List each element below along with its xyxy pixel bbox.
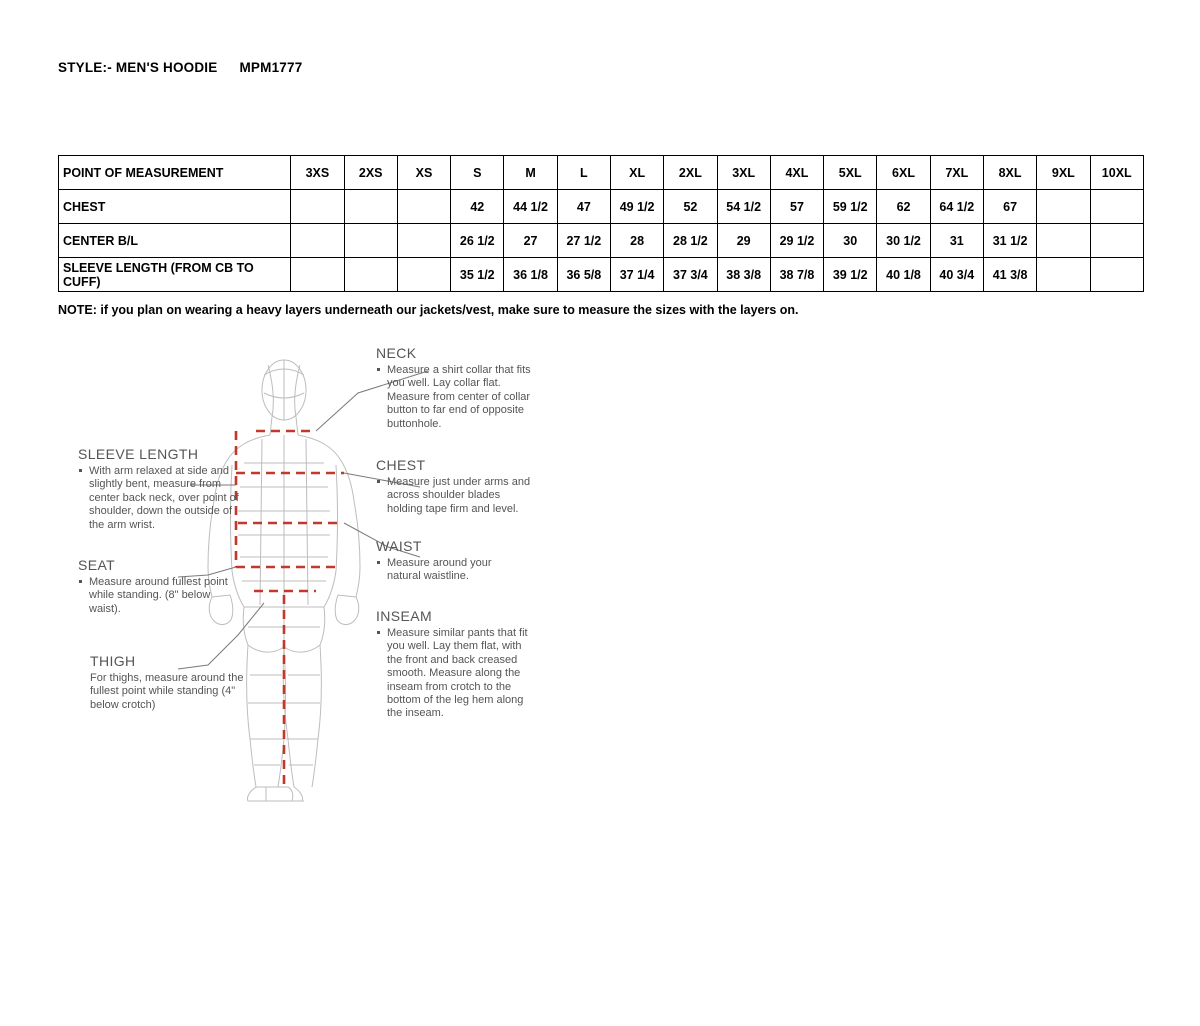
cell: 62 bbox=[877, 190, 930, 224]
style-label: STYLE:- MEN'S HOODIE bbox=[58, 60, 218, 75]
cell: 57 bbox=[770, 190, 823, 224]
cell: 36 5/8 bbox=[557, 258, 610, 292]
cell: 64 1/2 bbox=[930, 190, 983, 224]
cell: 27 bbox=[504, 224, 557, 258]
callout-neck bbox=[376, 345, 536, 431]
cell bbox=[397, 224, 450, 258]
cell: 31 bbox=[930, 224, 983, 258]
cell: 26 1/2 bbox=[451, 224, 504, 258]
column-header-2xs: 2XS bbox=[344, 156, 397, 190]
cell: 30 1/2 bbox=[877, 224, 930, 258]
column-header-2xl: 2XL bbox=[664, 156, 717, 190]
cell: 37 1/4 bbox=[610, 258, 663, 292]
cell: 47 bbox=[557, 190, 610, 224]
cell: 36 1/8 bbox=[504, 258, 557, 292]
cell: 29 1/2 bbox=[770, 224, 823, 258]
column-header-5xl: 5XL bbox=[824, 156, 877, 190]
callout-seat bbox=[78, 557, 228, 616]
column-header-3xs: 3XS bbox=[291, 156, 344, 190]
callout-inseam-title: INSEAM bbox=[376, 608, 433, 624]
cell: 38 7/8 bbox=[770, 258, 823, 292]
callout-chest-title: CHEST bbox=[376, 457, 426, 473]
cell bbox=[344, 224, 397, 258]
column-header-6xl: 6XL bbox=[877, 156, 930, 190]
measurement-diagram bbox=[58, 335, 658, 805]
cell: 67 bbox=[983, 190, 1036, 224]
cell: 42 bbox=[451, 190, 504, 224]
callout-inseam bbox=[376, 608, 536, 721]
cell: 41 3/8 bbox=[983, 258, 1036, 292]
cell: 31 1/2 bbox=[983, 224, 1036, 258]
column-header-pom: POINT OF MEASUREMENT bbox=[59, 156, 291, 190]
cell bbox=[1037, 190, 1090, 224]
cell: 39 1/2 bbox=[824, 258, 877, 292]
cell: 40 3/4 bbox=[930, 258, 983, 292]
cell bbox=[1037, 224, 1090, 258]
cell: 54 1/2 bbox=[717, 190, 770, 224]
cell: 30 bbox=[824, 224, 877, 258]
callout-sleeve-length-title: SLEEVE LENGTH bbox=[78, 446, 199, 462]
callout-waist bbox=[376, 538, 526, 584]
cell bbox=[291, 258, 344, 292]
column-header-s: S bbox=[451, 156, 504, 190]
callout-waist-title: WAIST bbox=[376, 538, 422, 554]
table-row bbox=[59, 190, 1144, 224]
cell: 28 bbox=[610, 224, 663, 258]
callout-chest bbox=[376, 457, 536, 516]
column-header-xl: XL bbox=[610, 156, 663, 190]
callout-seat-body: Measure around fullest point while standing. (8" below waist). bbox=[78, 576, 228, 616]
column-header-xs: XS bbox=[397, 156, 450, 190]
cell bbox=[1090, 258, 1144, 292]
table-header-row bbox=[59, 156, 1144, 190]
size-chart-table bbox=[58, 155, 1144, 292]
column-header-7xl: 7XL bbox=[930, 156, 983, 190]
cell: 35 1/2 bbox=[451, 258, 504, 292]
column-header-8xl: 8XL bbox=[983, 156, 1036, 190]
cell: 27 1/2 bbox=[557, 224, 610, 258]
cell: 38 3/8 bbox=[717, 258, 770, 292]
callout-waist-body: Measure around your natural waistline. bbox=[376, 557, 526, 584]
cell bbox=[344, 258, 397, 292]
cell: 37 3/4 bbox=[664, 258, 717, 292]
cell: 59 1/2 bbox=[824, 190, 877, 224]
cell bbox=[291, 190, 344, 224]
callout-sleeve-length bbox=[78, 446, 243, 532]
column-header-3xl: 3XL bbox=[717, 156, 770, 190]
cell bbox=[344, 190, 397, 224]
callout-seat-title: SEAT bbox=[78, 557, 116, 573]
cell: 52 bbox=[664, 190, 717, 224]
callout-inseam-body: Measure similar pants that fit you well. Lay them flat, with the front and back creased smooth. Measure along the inseam from crotch to the bottom of the leg hem along the inseam. bbox=[376, 627, 536, 721]
column-header-l: L bbox=[557, 156, 610, 190]
callout-neck-title: NECK bbox=[376, 345, 417, 361]
table-row bbox=[59, 258, 1144, 292]
callout-thigh-body: For thighs, measure around the fullest point while standing (4" below crotch) bbox=[90, 672, 244, 711]
cell: 40 1/8 bbox=[877, 258, 930, 292]
cell bbox=[1090, 224, 1144, 258]
callout-sleeve-length-body: With arm relaxed at side and slightly bent, measure from center back neck, over point of shoulder, down the outside of the arm wrist. bbox=[78, 465, 243, 532]
row-label-chest: CHEST bbox=[59, 190, 291, 224]
callout-neck-body: Measure a shirt collar that fits you well. Lay collar flat. Measure from center of collar button to far end of opposite buttonhole. bbox=[376, 364, 536, 431]
cell bbox=[1090, 190, 1144, 224]
row-label-sleeve-length: SLEEVE LENGTH (FROM CB TO CUFF) bbox=[59, 258, 291, 292]
style-code: MPM1777 bbox=[239, 60, 303, 75]
column-header-m: M bbox=[504, 156, 557, 190]
cell bbox=[1037, 258, 1090, 292]
cell bbox=[397, 190, 450, 224]
cell: 29 bbox=[717, 224, 770, 258]
cell: 49 1/2 bbox=[610, 190, 663, 224]
table-row bbox=[59, 224, 1144, 258]
callout-thigh-title: THIGH bbox=[90, 653, 136, 669]
row-label-center-bl: CENTER B/L bbox=[59, 224, 291, 258]
cell: 28 1/2 bbox=[664, 224, 717, 258]
column-header-4xl: 4XL bbox=[770, 156, 823, 190]
callout-chest-body: Measure just under arms and across shoulder blades holding tape firm and level. bbox=[376, 476, 536, 516]
cell: 44 1/2 bbox=[504, 190, 557, 224]
cell bbox=[291, 224, 344, 258]
cell bbox=[397, 258, 450, 292]
column-header-9xl: 9XL bbox=[1037, 156, 1090, 190]
page-title bbox=[58, 60, 302, 75]
column-header-10xl: 10XL bbox=[1090, 156, 1144, 190]
callout-thigh bbox=[90, 653, 255, 712]
note-text: NOTE: if you plan on wearing a heavy layers underneath our jackets/vest, make sure to measure the sizes with the layers on. bbox=[58, 303, 799, 317]
